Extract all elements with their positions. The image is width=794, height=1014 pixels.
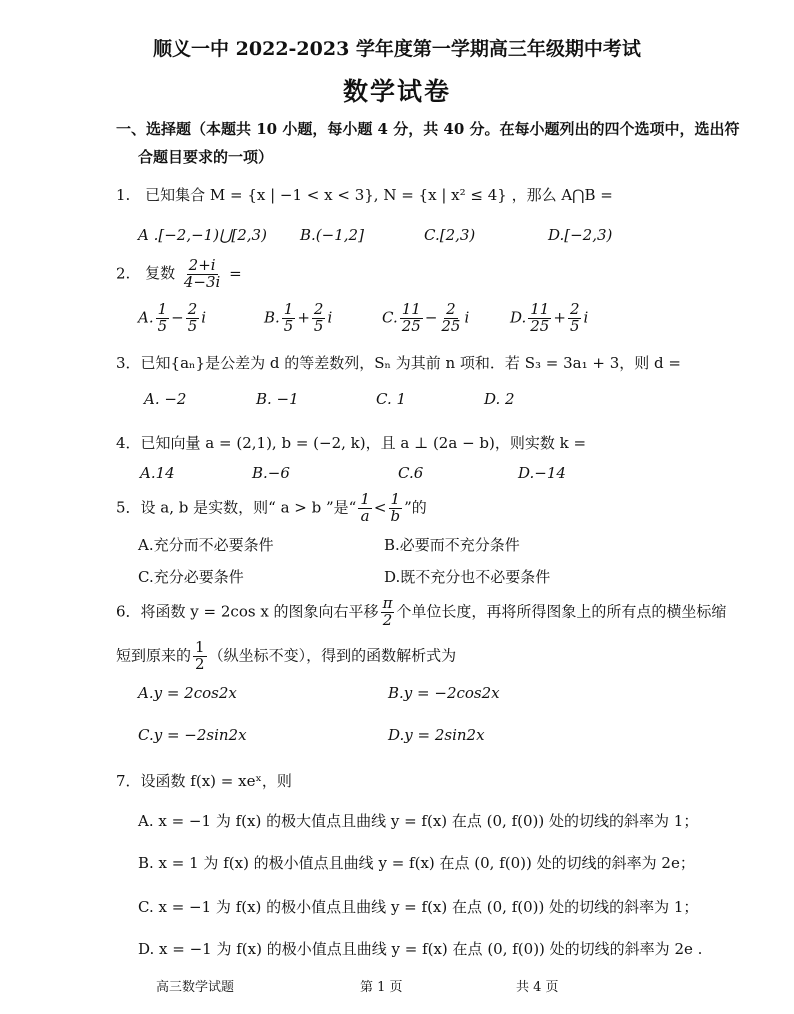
option-a: A. x = −1 为 f(x) 的极大值点且曲线 y = f(x) 在点 (0, f(0)) 处的切线的斜率为 1； — [138, 812, 699, 830]
option-c: C. x = −1 为 f(x) 的极小值点且曲线 y = f(x) 在点 (0, f(0)) 处的切线的斜率为 1； — [138, 898, 699, 916]
option-label: C. — [382, 308, 398, 327]
section-heading-cont: 合题目要求的一项） — [138, 148, 274, 166]
fraction — [381, 596, 395, 629]
section-heading: 一、选择题（本题共 10 小题，每小题 4 分，共 40 分。在每小题列出的四个选项中，选出符 — [116, 120, 740, 138]
option-d: D.y = 2sin2x — [388, 726, 485, 744]
option-b — [264, 302, 332, 335]
fraction-denominator: b — [390, 506, 401, 525]
subject-title: 数学试卷 — [342, 77, 451, 106]
page-number: 第 1 页 — [360, 980, 403, 995]
fraction-denominator: 25 — [530, 316, 550, 335]
fraction-numerator: 2 — [187, 300, 198, 318]
fraction-numerator: 1 — [360, 490, 370, 508]
fraction-denominator: 5 — [313, 316, 324, 335]
fraction — [388, 492, 402, 525]
fraction-denominator: a — [360, 506, 370, 525]
question-6-cont — [116, 640, 456, 673]
operator: + — [553, 308, 566, 327]
fraction-denominator: 25 — [441, 316, 461, 335]
question-stem-line1: 6．将函数 y = 2cos x 的图象向右平移 — [116, 602, 379, 621]
question-stem-line2-suffix: （纵坐标不变），得到的函数解析式为 — [208, 646, 457, 665]
operator: + — [297, 308, 310, 327]
fraction-numerator: 11 — [530, 300, 550, 318]
fraction-denominator: 5 — [283, 316, 294, 335]
option-d — [510, 302, 588, 335]
fraction-denominator: 25 — [401, 316, 421, 335]
option-a: A.y = 2cos2x — [138, 684, 237, 702]
question-4: 4．已知向量 a = (2,1), b = (−2, k)，且 a ⊥ (2a − b)，则实数 k = — [116, 434, 587, 452]
fraction-denominator: 5 — [157, 316, 168, 335]
fraction-denominator: 4−3i — [183, 272, 221, 291]
fraction-numerator: 2 — [569, 300, 580, 318]
question-stem: 已知集合 M = {x | −1 < x < 3}, N = {x | x² ≤ 4} ，那么 A⋂B = — [145, 186, 613, 204]
option-d: D.−14 — [518, 464, 566, 482]
question-number: 1. — [116, 186, 131, 204]
fraction — [193, 640, 207, 673]
option-c: C.y = −2sin2x — [138, 726, 247, 744]
option-a: A .[−2,−1)⋃[2,3) — [138, 226, 267, 244]
fraction-numerator: 1 — [157, 300, 168, 318]
question-stem-suffix: = — [229, 264, 242, 283]
question-number: 2. — [116, 264, 131, 283]
operator: − — [171, 308, 184, 327]
fraction-numerator: 1 — [283, 300, 294, 318]
imaginary-unit: i — [327, 308, 333, 327]
option-d: D. 2 — [484, 390, 515, 408]
imaginary-unit: i — [201, 308, 207, 327]
option-b: B.必要而不充分条件 — [384, 536, 520, 554]
option-b: B. x = 1 为 f(x) 的极小值点且曲线 y = f(x) 在点 (0, f(0)) 处的切线的斜率为 2e； — [138, 854, 695, 872]
option-c: C.[2,3) — [424, 226, 476, 244]
option-b: B.y = −2cos2x — [388, 684, 500, 702]
question-6 — [116, 596, 726, 629]
page-total: 共 4 页 — [516, 980, 559, 995]
fraction — [358, 492, 372, 525]
option-a: A.14 — [140, 464, 175, 482]
question-stem-prefix: 复数 — [145, 264, 176, 283]
fraction-numerator: 1 — [195, 638, 205, 656]
question-stem-line2: 短到原来的 — [116, 646, 192, 665]
option-c — [382, 302, 469, 335]
exam-title: 顺义一中 2022-2023 学年度第一学期高三年级期中考试 — [153, 38, 641, 60]
question-stem-prefix: 5．设 a, b 是实数，则“ a > b ”是“ — [116, 498, 357, 517]
option-d: D.既不充分也不必要条件 — [384, 568, 551, 586]
operator: − — [424, 308, 438, 327]
option-d: D.[−2,3) — [548, 226, 613, 244]
option-b: B.(−1,2] — [300, 226, 364, 244]
fraction-numerator: 2+i — [188, 256, 216, 274]
fraction-numerator: 1 — [390, 490, 401, 508]
question-stem-line1-suffix: 个单位长度，再将所得图象上的所有点的横坐标缩 — [396, 602, 727, 621]
question-5 — [116, 492, 427, 525]
question-1 — [116, 184, 613, 205]
operator: < — [373, 498, 387, 517]
option-c: C.充分必要条件 — [138, 568, 244, 586]
option-b: B. −1 — [256, 390, 299, 408]
fraction-numerator: π — [382, 594, 393, 612]
imaginary-unit: i — [583, 308, 589, 327]
fraction-denominator: 5 — [187, 316, 198, 335]
footer-left: 高三数学试题 — [156, 980, 235, 995]
fraction — [182, 258, 222, 291]
fraction-numerator: 2 — [313, 300, 324, 318]
option-label: B. — [264, 308, 280, 327]
fraction-denominator: 2 — [195, 654, 205, 673]
option-label: D. — [510, 308, 527, 327]
imaginary-unit: i — [464, 308, 470, 327]
option-label: A. — [138, 308, 154, 327]
option-c: C.6 — [398, 464, 424, 482]
fraction-denominator: 5 — [569, 316, 580, 335]
option-a: A. −2 — [144, 390, 187, 408]
option-a: A.充分而不必要条件 — [138, 536, 274, 554]
option-d: D. x = −1 为 f(x) 的极小值点且曲线 y = f(x) 在点 (0, f(0)) 处的切线的斜率为 2e . — [138, 940, 703, 958]
question-stem-suffix: ”的 — [404, 498, 427, 517]
fraction-numerator: 2 — [446, 300, 456, 318]
option-c: C. 1 — [376, 390, 407, 408]
question-7: 7．设函数 f(x) = xeˣ，则 — [116, 772, 292, 790]
option-a — [138, 302, 206, 335]
fraction-denominator: 2 — [382, 610, 393, 629]
fraction-numerator: 11 — [401, 300, 421, 318]
question-2 — [116, 258, 242, 291]
option-b: B.−6 — [252, 464, 290, 482]
question-3: 3．已知{aₙ}是公差为 d 的等差数列，Sₙ 为其前 n 项和．若 S₃ = 3a₁ + 3，则 d = — [116, 354, 681, 372]
